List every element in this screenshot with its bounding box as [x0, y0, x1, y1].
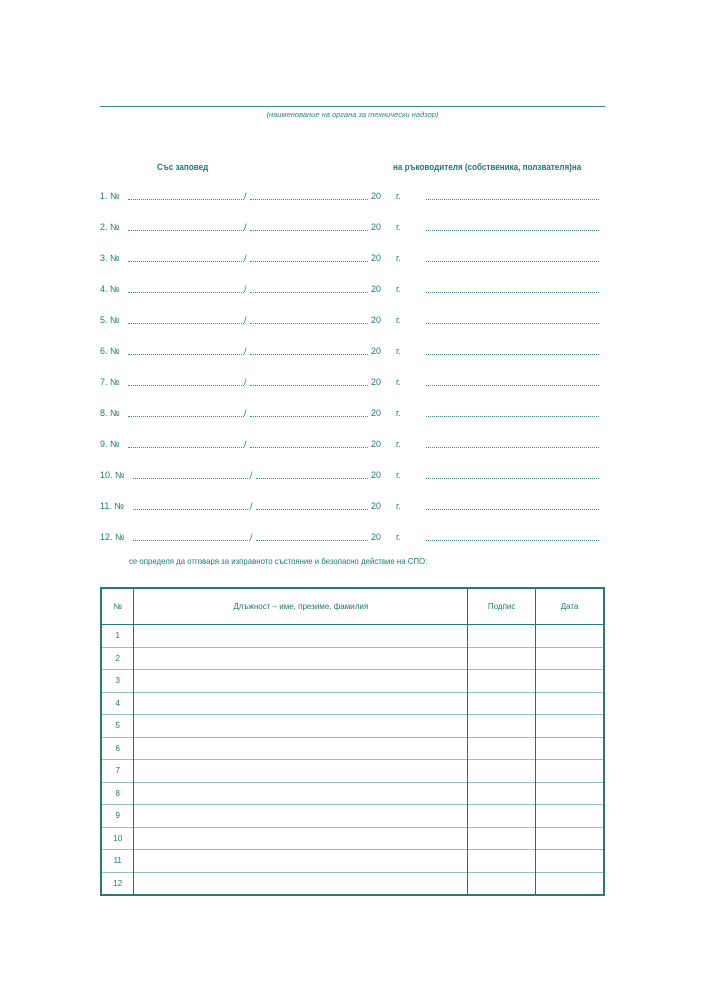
order-number-label: 12. № [100, 532, 125, 542]
date-cell[interactable] [536, 715, 604, 738]
responsible-persons-table [100, 587, 605, 896]
slash: / [244, 253, 247, 263]
order-number-label: 5. № [100, 315, 120, 325]
date-cell[interactable] [536, 670, 604, 693]
year-prefix: 20 [371, 191, 382, 201]
signature-cell[interactable] [468, 715, 536, 738]
order-number-label: 1. № [100, 191, 120, 201]
date-cell[interactable] [536, 760, 604, 783]
order-number-label: 9. № [100, 439, 120, 449]
order-number-field[interactable] [128, 315, 244, 324]
order-row [100, 222, 605, 236]
row-number: 10 [101, 827, 134, 850]
position-name-cell[interactable] [134, 872, 468, 895]
manager-field[interactable] [426, 501, 599, 510]
year-prefix: 20 [371, 501, 382, 511]
order-row [100, 284, 605, 298]
year-suffix: г. [396, 439, 401, 449]
position-name-cell[interactable] [134, 782, 468, 805]
order-number-label: 2. № [100, 222, 120, 232]
order-date-field[interactable] [250, 346, 368, 355]
position-name-cell[interactable] [134, 827, 468, 850]
table-header-row [101, 588, 604, 625]
year-prefix: 20 [371, 377, 382, 387]
date-cell[interactable] [536, 805, 604, 828]
order-number-label: 4. № [100, 284, 120, 294]
order-date-field[interactable] [256, 532, 368, 541]
table-row [101, 647, 604, 670]
manager-field[interactable] [426, 377, 599, 386]
signature-cell[interactable] [468, 692, 536, 715]
signature-cell[interactable] [468, 647, 536, 670]
row-number: 3 [101, 670, 134, 693]
manager-field[interactable] [426, 222, 599, 231]
order-date-field[interactable] [256, 501, 368, 510]
position-name-cell[interactable] [134, 805, 468, 828]
manager-field[interactable] [426, 346, 599, 355]
order-date-field[interactable] [250, 377, 368, 386]
year-suffix: г. [396, 408, 401, 418]
position-name-cell[interactable] [134, 625, 468, 648]
date-cell[interactable] [536, 692, 604, 715]
year-prefix: 20 [371, 222, 382, 232]
date-cell[interactable] [536, 647, 604, 670]
order-number-field[interactable] [128, 284, 244, 293]
position-name-cell[interactable] [134, 647, 468, 670]
order-number-field[interactable] [128, 222, 244, 231]
row-number: 12 [101, 872, 134, 895]
order-date-field[interactable] [250, 222, 368, 231]
signature-cell[interactable] [468, 827, 536, 850]
order-number-field[interactable] [128, 253, 244, 262]
order-number-label: 10. № [100, 470, 125, 480]
manager-field[interactable] [426, 315, 599, 324]
row-number: 6 [101, 737, 134, 760]
row-number: 9 [101, 805, 134, 828]
row-number: 2 [101, 647, 134, 670]
order-row [100, 377, 605, 391]
table-row [101, 670, 604, 693]
table-row [101, 850, 604, 873]
order-row [100, 532, 605, 546]
year-suffix: г. [396, 501, 401, 511]
signature-cell[interactable] [468, 850, 536, 873]
manager-field[interactable] [426, 191, 599, 200]
table-row [101, 827, 604, 850]
order-row [100, 346, 605, 360]
year-prefix: 20 [371, 532, 382, 542]
manager-field[interactable] [426, 470, 599, 479]
col-position-name: Длъжност – име, презиме, фамилия [134, 588, 468, 625]
slash: / [250, 470, 253, 480]
col-signature: Подпис [468, 588, 536, 625]
year-prefix: 20 [371, 253, 382, 263]
date-cell[interactable] [536, 872, 604, 895]
slash: / [244, 439, 247, 449]
row-number: 4 [101, 692, 134, 715]
table-row [101, 737, 604, 760]
row-number: 8 [101, 782, 134, 805]
year-prefix: 20 [371, 470, 382, 480]
order-row [100, 501, 605, 515]
date-cell[interactable] [536, 850, 604, 873]
slash: / [244, 284, 247, 294]
date-cell[interactable] [536, 737, 604, 760]
table-row [101, 805, 604, 828]
slash: / [244, 408, 247, 418]
year-suffix: г. [396, 222, 401, 232]
order-number-label: 3. № [100, 253, 120, 263]
row-number: 11 [101, 850, 134, 873]
row-number: 1 [101, 625, 134, 648]
authority-caption: (наименование на органа за технически надзор) [266, 110, 439, 119]
manager-header: на ръководителя (собственика, ползвателя)на [393, 162, 582, 172]
order-row [100, 315, 605, 329]
slash: / [244, 346, 247, 356]
table-row [101, 872, 604, 895]
manager-field[interactable] [426, 284, 599, 293]
order-number-field[interactable] [128, 191, 244, 200]
manager-field[interactable] [426, 253, 599, 262]
order-header: Със заповед [157, 162, 209, 172]
year-suffix: г. [396, 284, 401, 294]
col-number: № [101, 588, 134, 625]
slash: / [244, 377, 247, 387]
signature-cell[interactable] [468, 805, 536, 828]
order-row [100, 439, 605, 453]
year-prefix: 20 [371, 439, 382, 449]
order-date-field[interactable] [250, 315, 368, 324]
responsibility-clause: се определя да отговаря за изправното състояние и безопасно действие на СПО: [129, 556, 428, 566]
manager-field[interactable] [426, 439, 599, 448]
year-prefix: 20 [371, 284, 382, 294]
year-prefix: 20 [371, 315, 382, 325]
order-date-field[interactable] [250, 284, 368, 293]
order-number-field[interactable] [128, 377, 244, 386]
order-row [100, 253, 605, 267]
slash: / [250, 532, 253, 542]
table-row [101, 782, 604, 805]
slash: / [250, 501, 253, 511]
date-cell[interactable] [536, 782, 604, 805]
signature-cell[interactable] [468, 625, 536, 648]
order-number-field[interactable] [133, 532, 250, 541]
signature-cell[interactable] [468, 737, 536, 760]
authority-name-line[interactable] [100, 106, 605, 107]
signature-cell[interactable] [468, 872, 536, 895]
manager-field[interactable] [426, 408, 599, 417]
position-name-cell[interactable] [134, 692, 468, 715]
year-suffix: г. [396, 377, 401, 387]
position-name-cell[interactable] [134, 737, 468, 760]
slash: / [244, 191, 247, 201]
position-name-cell[interactable] [134, 670, 468, 693]
slash: / [244, 222, 247, 232]
year-suffix: г. [396, 315, 401, 325]
order-number-field[interactable] [128, 346, 244, 355]
table-row [101, 760, 604, 783]
signature-cell[interactable] [468, 760, 536, 783]
order-number-field[interactable] [133, 501, 250, 510]
year-suffix: г. [396, 253, 401, 263]
order-number-field[interactable] [128, 408, 244, 417]
order-date-field[interactable] [250, 439, 368, 448]
order-number-field[interactable] [128, 439, 244, 448]
order-number-label: 8. № [100, 408, 120, 418]
year-suffix: г. [396, 191, 401, 201]
order-number-label: 7. № [100, 377, 120, 387]
date-cell[interactable] [536, 625, 604, 648]
signature-cell[interactable] [468, 782, 536, 805]
signature-cell[interactable] [468, 670, 536, 693]
manager-field[interactable] [426, 532, 599, 541]
order-row [100, 470, 605, 484]
date-cell[interactable] [536, 827, 604, 850]
order-number-label: 6. № [100, 346, 120, 356]
position-name-cell[interactable] [134, 850, 468, 873]
table-row [101, 692, 604, 715]
col-date: Дата [536, 588, 604, 625]
order-number-field[interactable] [133, 470, 250, 479]
year-suffix: г. [396, 346, 401, 356]
order-date-field[interactable] [250, 253, 368, 262]
order-row [100, 408, 605, 422]
order-date-field[interactable] [256, 470, 368, 479]
year-prefix: 20 [371, 408, 382, 418]
table-row [101, 715, 604, 738]
order-row [100, 191, 605, 205]
year-suffix: г. [396, 532, 401, 542]
year-prefix: 20 [371, 346, 382, 356]
position-name-cell[interactable] [134, 760, 468, 783]
order-date-field[interactable] [250, 191, 368, 200]
position-name-cell[interactable] [134, 715, 468, 738]
slash: / [244, 315, 247, 325]
order-number-label: 11. № [100, 501, 124, 511]
year-suffix: г. [396, 470, 401, 480]
table-row [101, 625, 604, 648]
row-number: 7 [101, 760, 134, 783]
order-date-field[interactable] [250, 408, 368, 417]
row-number: 5 [101, 715, 134, 738]
